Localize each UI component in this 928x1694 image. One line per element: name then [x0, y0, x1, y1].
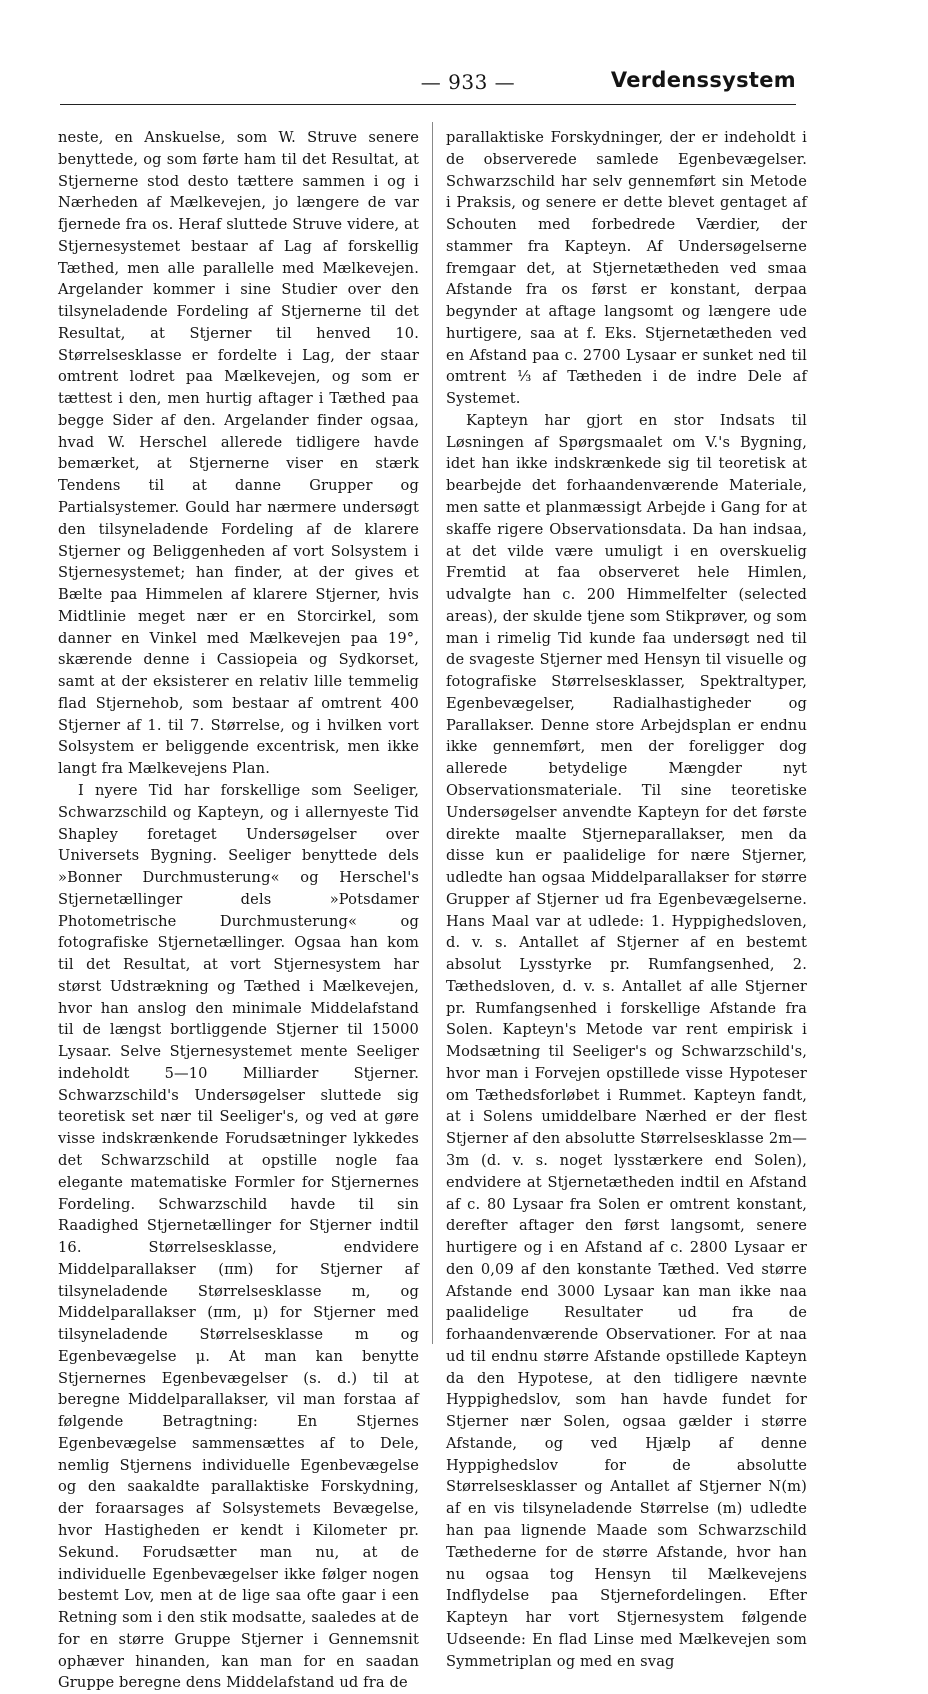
paragraph: Kapteyn har gjort en stor Indsats til Løsningen af Spørgsmaalet om V.'s Bygning, idet han ikke indskrænkede sig til teoretisk at bearbejde det forhaandenværende Materiale, men satte et planmæssigt Arbejde i Gang for at skaffe rigere Observationsdata. Da han indsaa, at det vilde være umuligt i en overskuelig Fremtid at faa observeret hele Himlen, udvalgte han c. 200 Himmelfelter (selected areas), der skulde tjene som Stikprøver, og som man i rimelig Tid kunde faa undersøgt ned til de svageste Stjerner med Hensyn til visuelle og fotografiske Størrelsesklasser, Spektraltyper, Egenbevægelser, Radialhastigheder og Parallakser. Denne store Arbejdsplan er endnu ikke gennemført, men der foreligger dog allerede betydelige Mængder nyt Observationsmateriale. Til sine teoretiske Undersøgelser anvendte Kapteyn for det første direkte maalte Stjerneparallakser, men da disse kun er paalidelige for nære Stjerner, udledte han ogsaa Middelparallakser for større Grupper af Stjerner ud fra Egenbevægelserne. Hans Maal var at udlede: 1. Hyppighedsloven, d. v. s. Antallet af Stjerner af en bestemt absolut Lysstyrke pr. Rumfangsenhed, 2. Tæthedsloven, d. v. s. Antallet af alle Stjerner pr. Rumfangsenhed i forskellige Afstande fra Solen. Kapteyn's Metode var rent empirisk i Modsætning til Seeliger's og Schwarzschild's, hvor man i Forvejen opstillede visse Hypoteser om Tæthedsforløbet i Rummet. Kapteyn fandt, at i Solens umiddelbare Nærhed er der flest Stjerner af den absolutte Størrelsesklasse 2m—3m (d. v. s. noget lysstærkere end Solen), endvidere at Stjernetætheden indtil en Afstand af c. 80 Lysaar fra Solen er omtrent konstant, derefter aftager den først langsomt, senere hurtigere og i en Afstand af c. 2800 Lysaar er den 0,09 af den konstante Tæthed. Ved større Afstande end 3000 Lysaar kan man ikke naa paalidelige Resultater ud fra de forhaandenværende Observationer. For at naa ud til endnu større Afstande opstillede Kapteyn da den Hypotese, at den tidligere nævnte Hyppighedslov, som han havde fundet for Stjerner nær Solen, ogsaa gælder i større Afstande, og ved Hjælp af denne Hyppighedslov for de absolutte Størrelsesklasser og Antallet af Stjerner N(m) af en vis tilsyneladende Størrelse (m) udledte han paa lignende Maade som Schwarzschild Tæthederne for de større Afstande, hvor han nu ogsaa tog Hensyn til Mælkevejens Indflydelse paa Stjernefordelingen. Efter Kapteyn har vort Stjernesystem følgende Udseende: En flad Linse med Mælkevejen som Symmetriplan og med en svag: [446, 411, 807, 1670]
page-header: [60, 70, 796, 100]
page-number: — 933 —: [420, 70, 516, 94]
running-head: Verdenssystem: [610, 68, 796, 92]
paragraph: I nyere Tid har forskellige som Seeliger, Schwarzschild og Kapteyn, og i allernyeste Tid Shapley foretaget Undersøgelser over Universets Bygning. Seeliger benyttede dels »Bonner Durchmusterung« og Herschel's Stjernetællinger dels »Potsdamer Photometrische Durchmusterung« og fotografiske Stjernetællinger. Ogsaa han kom til det Resultat, at vort Stjernesystem har størst Udstrækning og Tæthed i Mælkevejen, hvor han anslog den minimale Middelafstand til de længst bortliggende Stjerner til 15000 Lysaar. Selve Stjernesystemet mente Seeliger indeholdt 5—10 Milliarder Stjerner. Schwarzschild's Undersøgelser sluttede sig teoretisk set nær til Seeliger's, og ved at gøre visse indskrænkende Forudsætninger lykkedes det Schwarzschild at opstille nogle faa elegante matematiske Formler for Stjernernes Fordeling. Schwarzschild havde til sin Raadighed Stjernetællinger for Stjerner indtil 16. Størrelsesklasse, endvidere Middelparallakser (πm) for Stjerner af tilsyneladende Størrelsesklasse m, og Middelparallakser (πm, μ) for Stjerner med tilsyneladende Størrelsesklasse m og Egenbevægelse μ. At man kan benytte Stjernernes Egenbevægelser (s. d.) til at beregne Middelparallakser, vil man forstaa af følgende Betragtning: En Stjernes Egenbevægelse sammensættes af to Dele, nemlig Stjernens individuelle Egenbevægelse og den saakaldte parallaktiske Forskydning, der foraarsages af Solsystemets Bevægelse, hvor Hastigheden er kendt i Kilometer pr. Sekund. Forudsætter man nu, at de individuelle Egenbevægelser ikke følger nogen bestemt Lov, men at de lige saa ofte gaar i een Retning som i den stik modsatte, saaledes at de for en større Gruppe Stjerner i Gennemsnit ophæver hinanden, kan man for en saadan Gruppe beregne dens Middelafstand ud fra de: [58, 781, 419, 1692]
right-column: [446, 127, 807, 1672]
paragraph: neste, en Anskuelse, som W. Struve senere benyttede, og som førte ham til det Resultat, at Stjernerne stod desto tættere sammen i og i Nærheden af Mælkevejen, jo længere de var fjernede fra os. Heraf sluttede Struve videre, at Stjernesystemet bestaar af Lag af forskellig Tæthed, men alle parallelle med Mælkevejen. Argelander kommer i sine Studier over den tilsyneladende Fordeling af Stjernerne til det Resultat, at Stjerner til henved 10. Størrelsesklasse er fordelte i Lag, der staar omtrent lodret paa Mælkevejen, og som er tættest i den, men hurtig aftager i Tæthed paa begge Sider af den. Argelander finder ogsaa, hvad W. Herschel allerede tidligere havde bemærket, at Stjernerne viser en stærk Tendens til at danne Grupper og Partialsystemer. Gould har nærmere undersøgt den tilsyneladende Fordeling af de klarere Stjerner og Beliggenheden af vort Solsystem i Stjernesystemet; han finder, at der gives et Bælte paa Himmelen af klarere Stjerner, hvis Midtlinie meget nær er en Storcirkel, som danner en Vinkel med Mælkevejen paa 19°, skærende denne i Cassiopeia og Sydkorset, samt at der eksisterer en relativ lille temmelig flad Stjernehob, som bestaar af omtrent 400 Stjerner af 1. til 7. Størrelse, og i hvilken vort Solsystem er beliggende excentrisk, men ikke langt fra Mælkevejens Plan.: [58, 129, 419, 778]
column-divider: [432, 122, 433, 1344]
paragraph: parallaktiske Forskydninger, der er indeholdt i de observerede samlede Egenbevægelser. Schwarzschild har selv gennemført sin Metode i Praksis, og senere er dette blevet gentaget af Schouten med forbedrede Værdier, der stammer fra Kapteyn. Af Undersøgelserne fremgaar det, at Stjernetætheden ved smaa Afstande fra os først er konstant, derpaa begynder at aftage langsomt og længere ude hurtigere, saa at f. Eks. Stjernetætheden ved en Afstand paa c. 2700 Lysaar er sunket ned til omtrent ⅓ af Tætheden i de indre Dele af Systemet.: [446, 129, 807, 408]
left-column: [58, 127, 419, 1694]
header-rule: [60, 104, 796, 105]
